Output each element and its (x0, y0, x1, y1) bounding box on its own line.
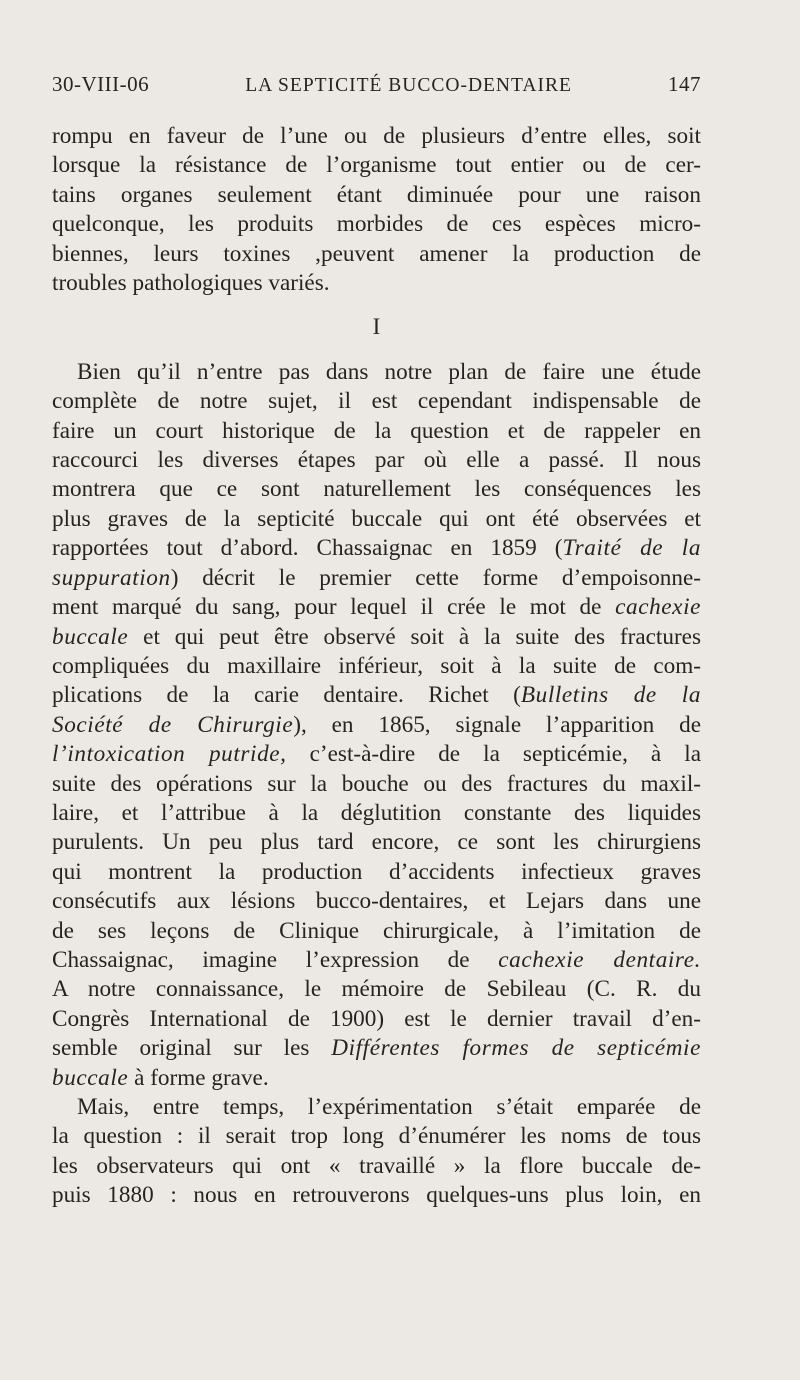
italic-term: cachexie dentaire. (498, 946, 701, 973)
italic-term: cachexie (615, 594, 701, 621)
paragraph-2 (52, 358, 701, 1093)
section-heading: I (372, 314, 381, 340)
text-line: troubles pathologiques variés. (52, 270, 330, 297)
italic-title: Traité de la (562, 535, 702, 562)
text-line (52, 711, 701, 740)
text-line: complète de notre sujet, il est cependant indispensable de (52, 388, 701, 415)
text-line (52, 1064, 701, 1093)
text-run: semble original sur les (52, 1035, 332, 1062)
running-head (52, 72, 701, 110)
text-line: tains organes seulement étant diminuée pour une raison (52, 181, 701, 208)
text-run: ment marqué du sang, pour lequel il crée le mot de (52, 594, 616, 621)
text-line (52, 681, 701, 710)
text-run: c’est-à-dire de la septicémie, à la (286, 741, 701, 768)
text-line (52, 1034, 701, 1063)
paragraph-1 (52, 122, 701, 298)
text-run: et qui peut être observé soit à la suite des fractures (128, 623, 701, 650)
text-run: ) décrit le premier cette forme d’empoisonne- (170, 564, 701, 591)
text-line: les observateurs qui ont « travaillé » la flore buccale de- (52, 1152, 701, 1179)
header-title: LA SEPTICITÉ BUCCO-DENTAIRE (245, 75, 572, 96)
text-line: Bien qu’il n’entre pas dans notre plan de faire une étude (77, 358, 701, 385)
text-line (52, 564, 701, 593)
text-line: de ses leçons de Clinique chirurgicale, à l’imitation de (52, 917, 701, 944)
text-run: à forme grave. (128, 1064, 269, 1091)
text-line: purulents. Un peu plus tard encore, ce sont les chirurgiens (52, 829, 701, 856)
page-number: 147 (667, 72, 701, 96)
italic-title: Société de Chirurgie (52, 711, 294, 738)
text-line: quelconque, les produits morbides de ces espèces micro- (52, 211, 701, 238)
text-line: suite des opérations sur la bouche ou des fractures du maxil- (52, 770, 701, 797)
paragraph-3 (52, 1093, 701, 1211)
text-run: ), en 1865, signale l’apparition de (293, 711, 701, 738)
text-line: biennes, leurs toxines ,peuvent amener la production de (52, 240, 701, 267)
italic-term: l’intoxication putride, (52, 741, 287, 768)
text-line: compliquées du maxillaire inférieur, soit à la suite de com- (52, 652, 701, 679)
text-line: lorsque la résistance de l’organisme tout entier ou de cer- (52, 152, 701, 179)
text-line (52, 534, 701, 563)
text-line (52, 946, 701, 975)
text-line: consécutifs aux lésions bucco-dentaires, et Lejars dans une (52, 888, 701, 915)
text-line: faire un court historique de la question et de rappeler en (52, 417, 701, 444)
text-line: qui montrent la production d’accidents infectieux graves (52, 858, 701, 885)
text-line (52, 623, 701, 652)
italic-term: buccale (52, 623, 129, 650)
text-run: rapportées tout d’abord. Chassaignac en 1859 ( (52, 535, 563, 562)
text-line: montrera que ce sont naturellement les conséquences les (52, 476, 701, 503)
text-line: Congrès International de 1900) est le dernier travail d’en- (52, 1005, 701, 1032)
text-line: rompu en faveur de l’une ou de plusieurs d’entre elles, soit (52, 123, 701, 149)
text-line: plus graves de la septicité buccale qui ont été observées et (52, 505, 701, 532)
italic-title: Différentes formes de septicémie (331, 1035, 701, 1062)
header-date: 30-VIII-06 (52, 72, 150, 96)
text-line (52, 740, 701, 769)
text-line: Mais, entre temps, l’expérimentation s’était emparée de (77, 1094, 701, 1120)
text-line: puis 1880 : nous en retrouverons quelques-uns plus loin, en (52, 1182, 701, 1209)
text-line: raccourci les diverses étapes par où elle a passé. Il nous (52, 447, 701, 474)
italic-title: Bulletins de la (520, 682, 702, 709)
body-text (52, 122, 701, 1211)
text-line (52, 593, 701, 622)
text-line: la question : il serait trop long d’énumérer les noms de tous (52, 1123, 701, 1150)
text-line: laire, et l’attribue à la déglutition constante des liquides (52, 799, 701, 826)
text-run: Chassaignac, imagine l’expression de (52, 946, 499, 973)
text-line: A notre connaissance, le mémoire de Sebileau (C. R. du (52, 976, 701, 1003)
italic-title: buccale (52, 1064, 129, 1091)
italic-title: suppuration (52, 564, 171, 591)
text-run: plications de la carie dentaire. Richet ( (52, 682, 521, 709)
